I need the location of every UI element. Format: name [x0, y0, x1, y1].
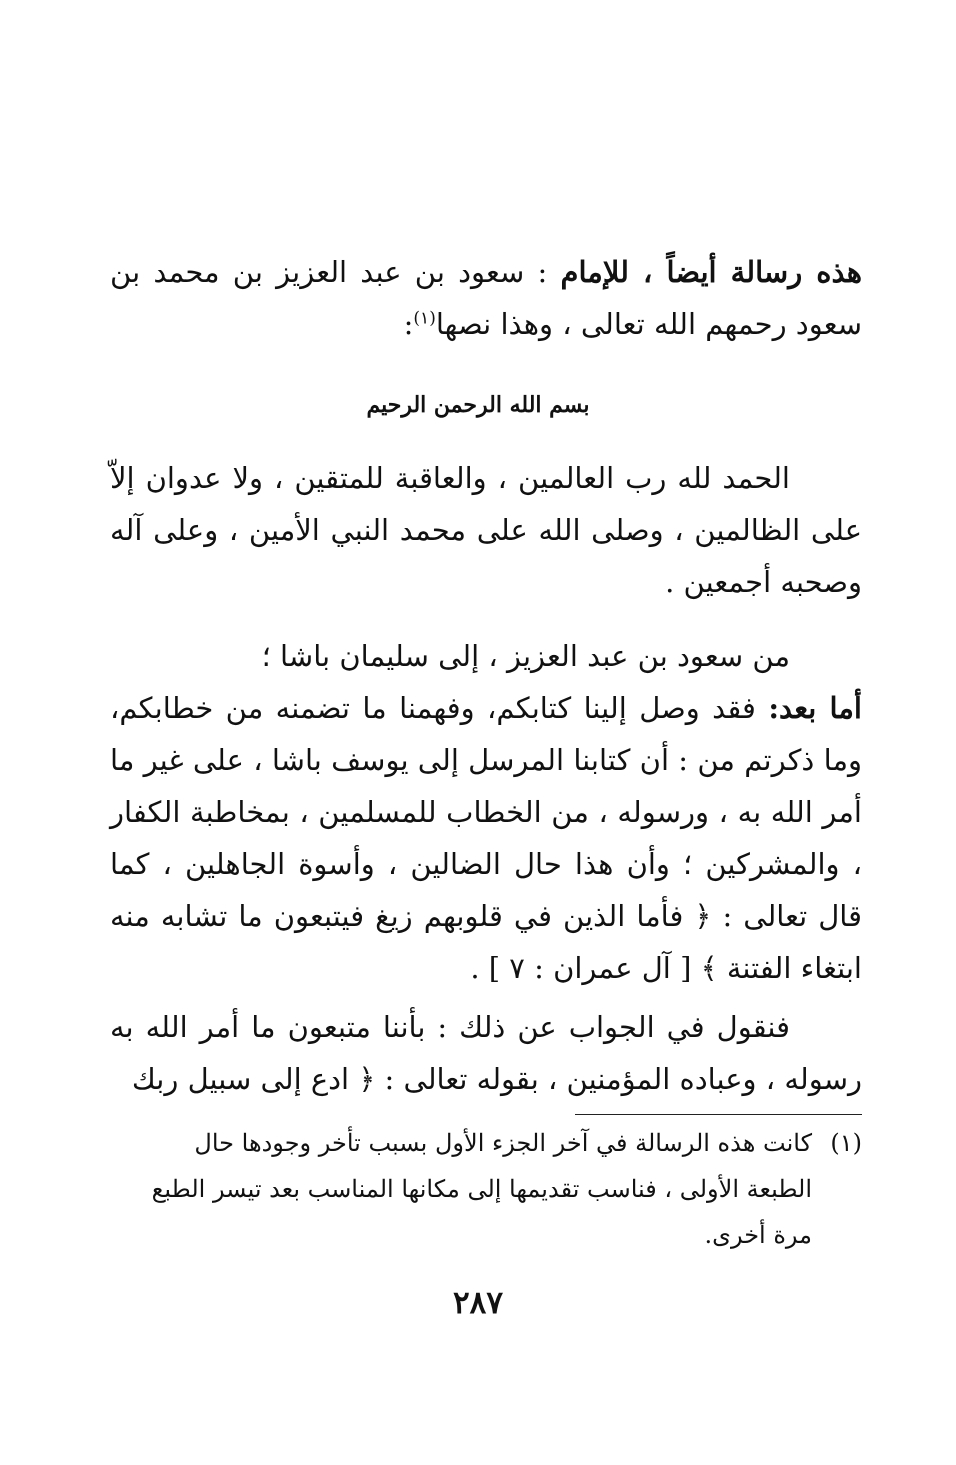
- paragraph-2-opening: من سعود بن عبد العزيز ، إلى سليمان باشا ؛: [261, 639, 790, 673]
- intro-tail: :: [403, 307, 414, 341]
- paragraph-3: [110, 1001, 862, 1105]
- paragraph-2: [110, 630, 862, 994]
- paragraph-2-bold-lead: أما بعد:: [768, 691, 862, 725]
- paragraph-2-text: فقد وصل إلينا كتابكم، وفهمنا ما تضمنه من خطابكم، وما ذكرتم من : أن كتابنا المرسل إلى يوسف باشا ، على غير ما أمر الله به ، ورسوله ، من الخطاب للمسلمين ، بمخاطبة الكفار ، والمشركين ؛ وأن هذا حال الضالين ، وأسوة الجاهلين ، كما قال تعالى : ﴿ فأما الذين في قلوبهم زيغ فيتبعون ما تشابه منه ابتغاء الفتنة ﴾ [ آل عمران : ٧ ] .: [110, 691, 862, 985]
- footnote-text-rest: الطبعة الأولى ، فناسب تقديمها إلى مكانها المناسب بعد تيسر الطبع مرة أخرى.: [151, 1175, 812, 1249]
- footnote-number: (١): [830, 1129, 862, 1157]
- footnote-separator: [575, 1114, 862, 1115]
- paragraph-1: [110, 452, 862, 608]
- paragraph-3-text: فنقول في الجواب عن ذلك : بأننا متبعون ما أمر الله به رسوله ، وعباده المؤمنين ، بقوله تعالى : ﴿ ادع إلى سبيل ربك: [110, 1010, 862, 1096]
- intro-paragraph: [110, 246, 862, 350]
- footnote-text-line1: كانت هذه الرسالة في آخر الجزء الأول بسبب تأخر وجودها حال: [194, 1129, 812, 1157]
- footnote: [110, 1120, 862, 1258]
- paragraph-1-text: الحمد لله رب العالمين ، والعاقبة للمتقين ، ولا عدوان إلاّ على الظالمين ، وصلى الله على محمد النبي الأمين ، وعلى آله وصحبه أجمعين .: [110, 461, 862, 599]
- intro-text: : سعود بن عبد العزيز بن محمد بن سعود رحمهم الله تعالى ، وهذا نصها: [110, 255, 862, 341]
- footnote-reference[interactable]: (١): [413, 308, 436, 329]
- page-number: ٢٨٧: [453, 1285, 503, 1321]
- intro-bold-text: هذه رسالة أيضاً ، للإمام: [560, 255, 862, 289]
- basmala-heading: بسم الله الرحمن الرحيم: [366, 392, 590, 418]
